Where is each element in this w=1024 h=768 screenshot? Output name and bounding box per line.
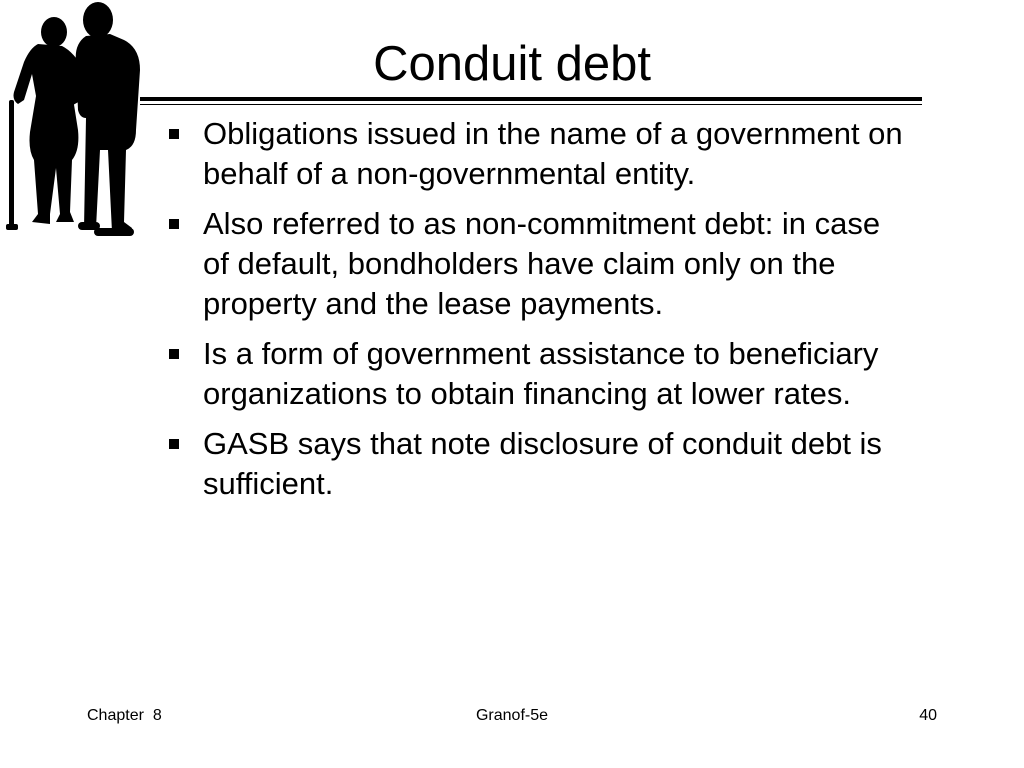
bullet-text: Obligations issued in the name of a government on behalf of a non-governmental entity. <box>203 116 903 191</box>
bullet-text: Is a form of government assistance to beneficiary organizations to obtain financing at lower rates. <box>203 336 879 411</box>
title-divider-thin <box>140 104 922 105</box>
elderly-couple-silhouette-icon <box>0 0 150 245</box>
bullet-text: GASB says that note disclosure of conduit debt is sufficient. <box>203 426 882 501</box>
bullet-list <box>165 114 905 514</box>
footer-source: Granof-5e <box>475 707 549 724</box>
square-bullet-icon <box>169 129 179 139</box>
square-bullet-icon <box>169 349 179 359</box>
bullet-item <box>165 114 905 194</box>
title-divider-thick <box>140 97 922 101</box>
footer-chapter: Chapter 8 <box>87 707 162 724</box>
footer-page-number: 40 <box>919 707 937 724</box>
bullet-item <box>165 334 905 414</box>
square-bullet-icon <box>169 219 179 229</box>
bullet-text: Also referred to as non-commitment debt: in case of default, bondholders have claim only on the property and the lease payments. <box>203 206 881 321</box>
square-bullet-icon <box>169 439 179 449</box>
slide-title: Conduit debt <box>373 37 651 91</box>
bullet-item <box>165 424 905 504</box>
bullet-item <box>165 204 905 324</box>
